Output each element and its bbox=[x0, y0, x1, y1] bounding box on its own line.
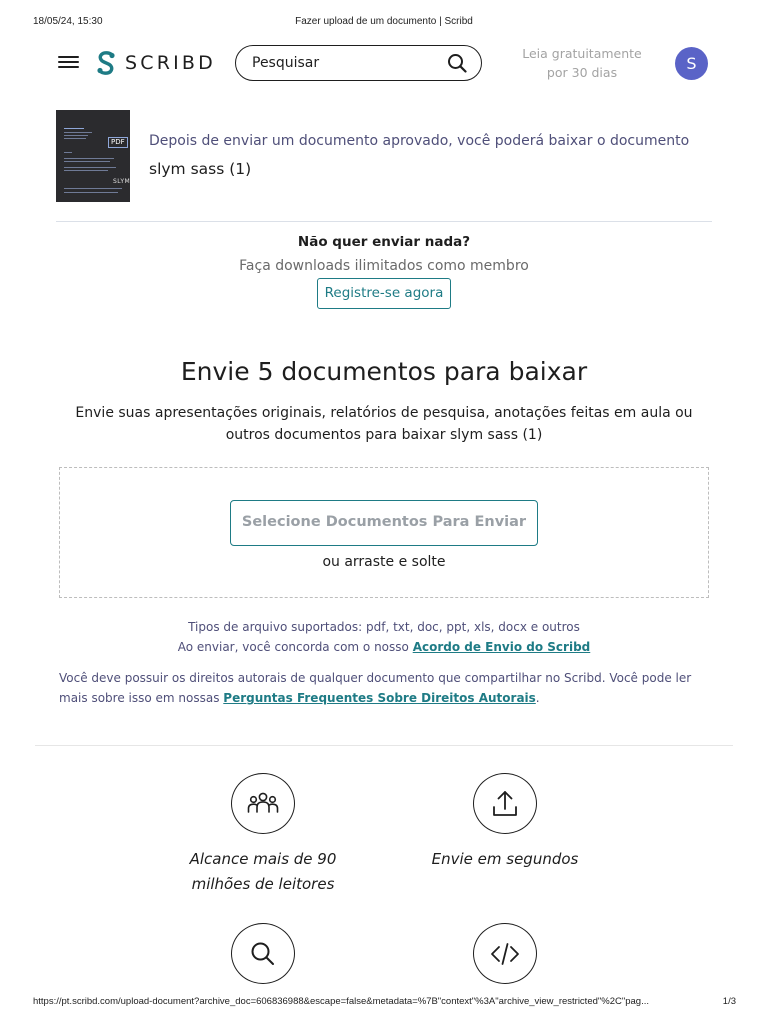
scribd-logo[interactable] bbox=[95, 50, 216, 76]
search-feature bbox=[231, 923, 295, 984]
copyright-end: . bbox=[535, 691, 540, 705]
upload-description: Envie suas apresentações originais, relatórios de pesquisa, anotações feitas em aula ou outros documentos para baixar slym sass (1) bbox=[75, 405, 693, 443]
divider bbox=[56, 221, 712, 222]
upload-title: Envie 5 documentos para baixar bbox=[180, 357, 588, 386]
search-feature-icon bbox=[246, 937, 280, 971]
drag-drop-text: ou arraste e solte bbox=[322, 554, 446, 570]
no-upload-title: Não quer enviar nada? bbox=[297, 234, 471, 250]
free-trial-link[interactable] bbox=[520, 44, 644, 82]
readers-line-2: milhões de leitores bbox=[191, 875, 335, 893]
logo-text: SCRIBD bbox=[125, 52, 216, 74]
trial-line-1: Leia gratuitamente bbox=[522, 46, 642, 61]
search-icon[interactable] bbox=[447, 53, 467, 73]
supported-filetypes: Tipos de arquivo suportados: pdf, txt, doc, ppt, xls, docx e outros bbox=[188, 620, 580, 634]
readers-feature-label bbox=[163, 847, 363, 897]
select-documents-button[interactable]: Selecione Documentos Para Enviar bbox=[230, 500, 538, 546]
agreement-text: Ao enviar, você concorda com o nosso bbox=[177, 640, 413, 654]
search-input[interactable] bbox=[252, 55, 432, 71]
readers-feature bbox=[231, 773, 295, 834]
copyright-text: Você deve possuir os direitos autorais de qualquer documento que compartilhar no Scribd. Você pode ler mais sobre isso em nossas bbox=[59, 671, 692, 705]
readers-line-1: Alcance mais de 90 bbox=[189, 850, 337, 868]
code-feature bbox=[473, 923, 537, 984]
print-url: https://pt.scribd.com/upload-document?archive_doc=606836988&escape=false&metadata=%7B"context"%3A"archive_view_restricted"%2C"pag... bbox=[33, 996, 649, 1007]
print-page-number: 1/3 bbox=[722, 996, 736, 1007]
menu-icon[interactable] bbox=[58, 54, 79, 70]
thumbnail-mark: SLYM bbox=[113, 178, 130, 185]
divider bbox=[35, 745, 733, 746]
upload-agreement-link[interactable]: Acordo de Envio do Scribd bbox=[412, 640, 591, 654]
readers-icon bbox=[246, 787, 280, 821]
upload-feature-label: Envie em segundos bbox=[431, 850, 579, 868]
document-thumbnail bbox=[56, 110, 130, 202]
print-title: Fazer upload de um documento | Scribd bbox=[295, 16, 473, 27]
no-upload-subtitle: Faça downloads ilimitados como membro bbox=[239, 258, 529, 274]
register-button[interactable]: Registre-se agora bbox=[317, 278, 451, 309]
scribd-logo-icon bbox=[95, 50, 117, 76]
copyright-notice bbox=[59, 668, 709, 708]
upload-icon bbox=[488, 787, 522, 821]
copyright-faq-link[interactable]: Perguntas Frequentes Sobre Direitos Autorais bbox=[223, 691, 536, 705]
pdf-badge: PDF bbox=[108, 137, 128, 148]
code-icon bbox=[488, 937, 522, 971]
avatar[interactable]: S bbox=[675, 47, 708, 80]
search-bar[interactable] bbox=[235, 45, 482, 81]
upload-agreement bbox=[0, 640, 768, 654]
trial-line-2: por 30 dias bbox=[546, 65, 618, 80]
print-datetime: 18/05/24, 15:30 bbox=[33, 16, 103, 27]
upload-feature bbox=[473, 773, 537, 834]
document-name: slym sass (1) bbox=[149, 160, 252, 178]
download-notice: Depois de enviar um documento aprovado, você poderá baixar o documento bbox=[149, 133, 690, 149]
